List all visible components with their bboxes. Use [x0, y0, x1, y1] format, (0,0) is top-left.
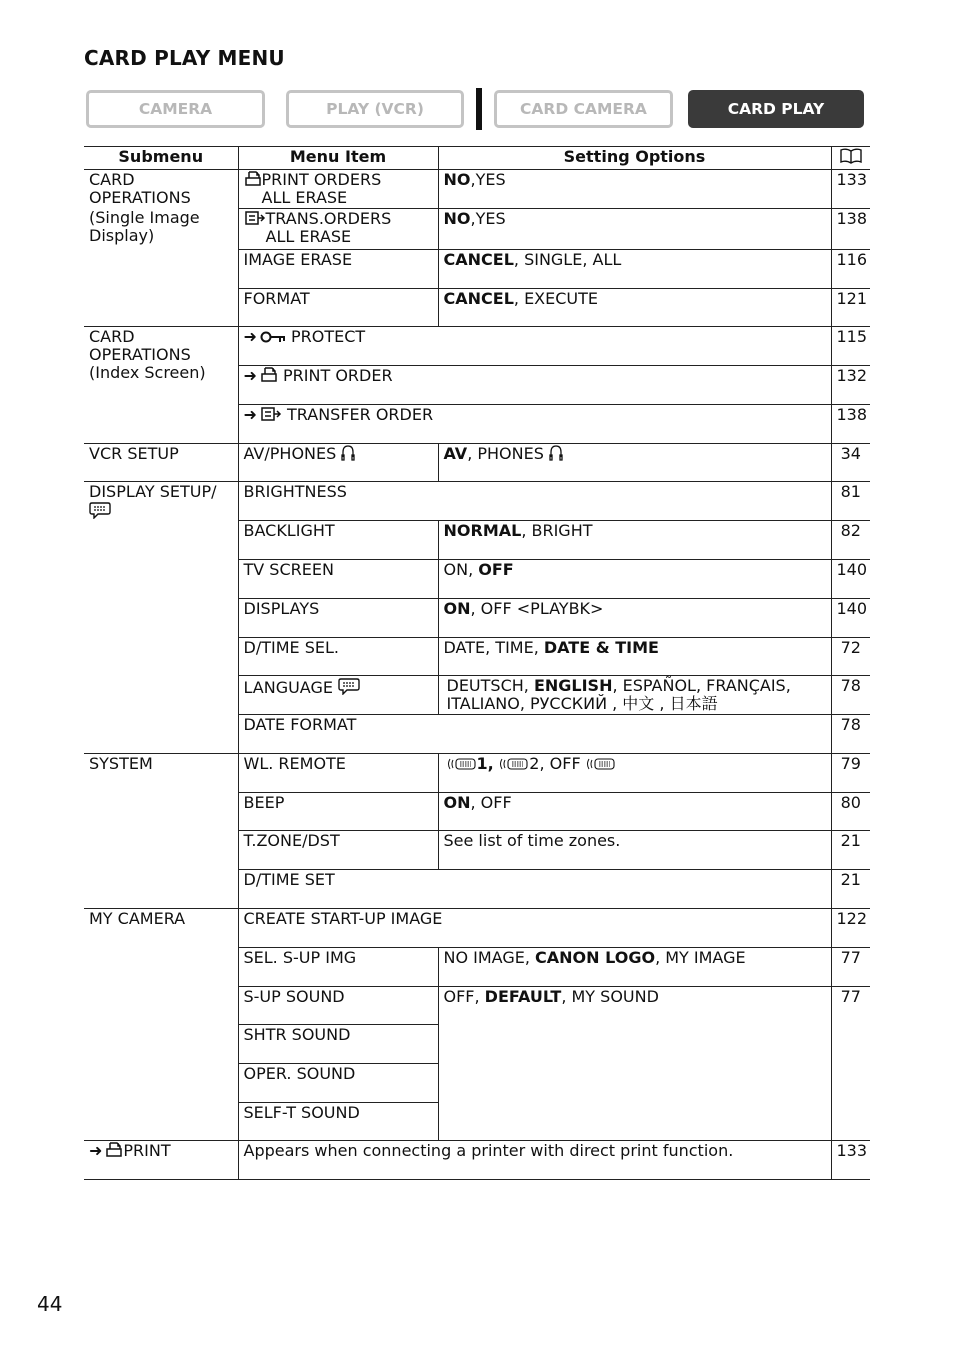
- protect-key-icon: [260, 330, 286, 344]
- setting-options: CANCEL, SINGLE, ALL: [438, 250, 831, 289]
- table-row: [84, 754, 870, 793]
- mode-tab-card-play[interactable]: CARD PLAY: [688, 90, 864, 128]
- submenu-print[interactable]: ➜ PRINT: [84, 1141, 238, 1180]
- mode-tab-card-camera[interactable]: CARD CAMERA: [494, 90, 673, 128]
- header-reference: [831, 147, 870, 170]
- arrow-icon: ➜: [243, 366, 257, 385]
- mode-tab-play-vcr[interactable]: PLAY (VCR): [286, 90, 464, 128]
- page-ref: 78: [831, 715, 870, 754]
- menu-item-beep[interactable]: BEEP: [238, 793, 438, 831]
- tab-divider: [476, 88, 482, 130]
- menu-item-format[interactable]: FORMAT: [238, 289, 438, 327]
- setting-options: NO,YES: [438, 209, 831, 250]
- page-ref: 21: [831, 870, 870, 909]
- menu-item-trans-orders-all-erase[interactable]: TRANS.ORDERS ALL ERASE: [238, 209, 438, 250]
- menu-item-d-time-set[interactable]: D/TIME SET: [238, 870, 831, 909]
- print-order-icon: [105, 1142, 123, 1158]
- page-ref: 140: [831, 599, 870, 638]
- page-ref: 133: [831, 1141, 870, 1180]
- submenu-card-operations-single: CARD OPERATIONS (Single Image Display): [84, 170, 238, 327]
- setting-options: NO IMAGE, CANON LOGO, MY IMAGE: [438, 948, 831, 987]
- display-speech-icon: [89, 501, 111, 519]
- remote-sensor-icon: [447, 757, 477, 771]
- menu-item-language[interactable]: LANGUAGE: [238, 676, 438, 715]
- table-row: [84, 909, 870, 948]
- mode-tab-camera[interactable]: CAMERA: [86, 90, 265, 128]
- transfer-order-icon: [244, 210, 266, 226]
- page-ref: 82: [831, 521, 870, 560]
- page-ref: 138: [831, 405, 870, 444]
- page-ref: 116: [831, 250, 870, 289]
- submenu-vcr-setup: VCR SETUP: [84, 444, 238, 482]
- remote-sensor-icon: [499, 757, 529, 771]
- menu-item-self-t-sound[interactable]: SELF-T SOUND: [238, 1103, 438, 1141]
- print-order-icon: [260, 367, 278, 383]
- setting-options: NORMAL, BRIGHT: [438, 521, 831, 560]
- menu-item-backlight[interactable]: BACKLIGHT: [238, 521, 438, 560]
- arrow-icon: ➜: [243, 327, 257, 346]
- page-ref: 78: [831, 676, 870, 715]
- menu-item-print-order[interactable]: ➜ PRINT ORDER: [238, 366, 831, 405]
- setting-options: DATE, TIME, DATE & TIME: [438, 638, 831, 676]
- page-ref: 122: [831, 909, 870, 948]
- menu-item-protect[interactable]: ➜ PROTECT: [238, 327, 831, 366]
- page-number: 44: [37, 1292, 63, 1316]
- setting-options: See list of time zones.: [438, 831, 831, 870]
- page-ref: 138: [831, 209, 870, 250]
- menu-item-tv-screen[interactable]: TV SCREEN: [238, 560, 438, 599]
- page-ref: 132: [831, 366, 870, 405]
- arrow-icon: ➜: [89, 1141, 103, 1160]
- page-title: CARD PLAY MENU: [84, 46, 285, 70]
- card-play-menu-table: [84, 146, 870, 1180]
- page-ref: 115: [831, 327, 870, 366]
- menu-item-t-zone-dst[interactable]: T.ZONE/DST: [238, 831, 438, 870]
- table-row: [84, 444, 870, 482]
- page-ref: 21: [831, 831, 870, 870]
- menu-item-s-up-sound[interactable]: S-UP SOUND: [238, 987, 438, 1025]
- page-ref: 77: [831, 987, 870, 1141]
- menu-item-create-start-up-image[interactable]: CREATE START-UP IMAGE: [238, 909, 831, 948]
- setting-options: ON, OFF: [438, 793, 831, 831]
- setting-options: AV, PHONES: [438, 444, 831, 482]
- menu-item-date-format[interactable]: DATE FORMAT: [238, 715, 831, 754]
- book-icon: [840, 148, 862, 164]
- transfer-order-icon: [260, 406, 282, 422]
- print-order-icon: [244, 171, 262, 187]
- remote-sensor-icon: [586, 757, 616, 771]
- arrow-icon: ➜: [243, 405, 257, 424]
- headphones-icon: [341, 445, 355, 461]
- table-row: [84, 170, 870, 209]
- menu-item-av-phones[interactable]: AV/PHONES: [238, 444, 438, 482]
- setting-options: OFF, DEFAULT, MY SOUND: [438, 987, 831, 1141]
- menu-item-image-erase[interactable]: IMAGE ERASE: [238, 250, 438, 289]
- menu-item-wl-remote[interactable]: WL. REMOTE: [238, 754, 438, 793]
- menu-item-print-orders-all-erase[interactable]: PRINT ORDERS ALL ERASE: [238, 170, 438, 209]
- setting-options: 1, 2, OFF: [438, 754, 831, 793]
- submenu-my-camera: MY CAMERA: [84, 909, 238, 1141]
- page-ref: 79: [831, 754, 870, 793]
- table-row: [84, 1141, 870, 1180]
- page-ref: 81: [831, 482, 870, 521]
- submenu-system: SYSTEM: [84, 754, 238, 909]
- setting-options: CANCEL, EXECUTE: [438, 289, 831, 327]
- menu-item-displays[interactable]: DISPLAYS: [238, 599, 438, 638]
- headphones-icon: [549, 445, 563, 461]
- submenu-display-setup: DISPLAY SETUP/: [84, 482, 238, 754]
- setting-options: ON, OFF <PLAYBK>: [438, 599, 831, 638]
- display-speech-icon: [338, 677, 360, 695]
- page-ref: 133: [831, 170, 870, 209]
- print-description: Appears when connecting a printer with direct print function.: [238, 1141, 831, 1180]
- menu-item-transfer-order[interactable]: ➜ TRANSFER ORDER: [238, 405, 831, 444]
- menu-item-oper-sound[interactable]: OPER. SOUND: [238, 1064, 438, 1103]
- page-ref: 140: [831, 560, 870, 599]
- setting-options: DEUTSCH, ENGLISH, ESPAÑOL, FRANÇAIS, ITALIANO, РУССКИЙ , 中文 , 日本語: [438, 676, 831, 715]
- menu-item-brightness[interactable]: BRIGHTNESS: [238, 482, 831, 521]
- page-ref: 34: [831, 444, 870, 482]
- submenu-card-operations-index: CARD OPERATIONS (Index Screen): [84, 327, 238, 444]
- menu-item-shtr-sound[interactable]: SHTR SOUND: [238, 1025, 438, 1064]
- page-ref: 77: [831, 948, 870, 987]
- header-menu-item: Menu Item: [238, 147, 438, 170]
- header-setting-options: Setting Options: [438, 147, 831, 170]
- header-submenu: Submenu: [84, 147, 238, 170]
- setting-options: NO,YES: [438, 170, 831, 209]
- menu-item-d-time-sel[interactable]: D/TIME SEL.: [238, 638, 438, 676]
- menu-item-sel-s-up-img[interactable]: SEL. S-UP IMG: [238, 948, 438, 987]
- page-ref: 80: [831, 793, 870, 831]
- table-row: [84, 482, 870, 521]
- page-ref: 121: [831, 289, 870, 327]
- table-row: [84, 327, 870, 366]
- setting-options: ON, OFF: [438, 560, 831, 599]
- page-ref: 72: [831, 638, 870, 676]
